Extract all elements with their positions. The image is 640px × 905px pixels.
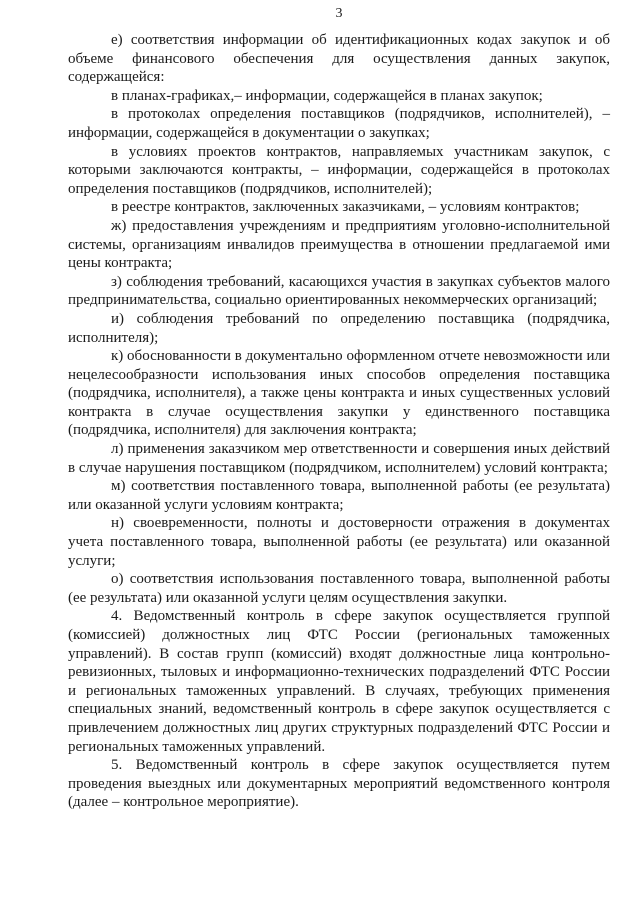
paragraph-i: и) соблюдения требований по определению поставщика (подрядчика, исполнителя); — [68, 310, 610, 346]
page-number: 3 — [335, 6, 343, 21]
paragraph-e: е) соответствия информации об идентификационных кодах закупок и об объеме финансового обеспечения для осуществления данных закупок, содержащейся: — [68, 32, 610, 86]
paragraph-contract-registry: в реестре контрактов, заключенных заказчиками, – условиям контрактов; — [111, 199, 580, 216]
paragraph-m: м) соответствия поставленного товара, выполненной работы (ее результата) или оказанной услуги условиям контракта; — [68, 478, 610, 513]
paragraph-contract-drafts: в условиях проектов контрактов, направляемых участникам закупок, с которыми заключаются контракты, – информации, содержащейся в протоколах определения поставщиков (подрядчиков, исполнителей); — [68, 143, 610, 197]
paragraph-plans-schedules: в планах-графиках,– информации, содержащейся в планах закупок; — [111, 87, 543, 104]
paragraph-k: к) обоснованности в документально оформленном отчете невозможности или нецелесообразности использования иных способов определения поставщика (подрядчика, исполнителя), а также цены контракта и иных существенных условий контракта в случае осуществления закупки у единственного поставщика (подрядчика, исполнителя) для заключения контракта; — [68, 348, 610, 439]
paragraph-section-4: 4. Ведомственный контроль в сфере закупок осуществляется группой (комиссией) должностных лиц ФТС России (региональных таможенных управлений). В состав групп (комиссий) входят должностные лица контрольно-ревизионных, тыловых и информационно-технических подразделений ФТС России и региональных таможенных управлений. В случаях, требующих применения специальных знаний, ведомственный контроль в сфере закупок осуществляется с привлечением должностных лиц других структурных подразделений ФТС России и региональных таможенных управлений. — [68, 608, 610, 755]
paragraph-z: з) соблюдения требований, касающихся участия в закупках субъектов малого предпринимательства, социально ориентированных некоммерческих организаций; — [68, 273, 610, 309]
document-page — [68, 0, 610, 905]
paragraph-protocols: в протоколах определения поставщиков (подрядчиков, исполнителей), – информации, содержащейся в документации о закупках; — [68, 106, 610, 141]
paragraph-zh: ж) предоставления учреждениям и предприятиям уголовно-исполнительной системы, организациям инвалидов преимущества в отношении предлагаемой ими цены контракта; — [68, 217, 610, 272]
paragraph-o: о) соответствия использования поставленного товара, выполненной работы (ее результата) или оказанной услуги целям осуществления закупки. — [68, 571, 610, 606]
paragraph-l: л) применения заказчиком мер ответственности и совершения иных действий в случае нарушения поставщиком (подрядчиком, исполнителем) условий контракта; — [68, 441, 610, 476]
paragraph-n: н) своевременности, полноты и достоверности отражения в документах учета поставленного товара, выполненной работы (ее результата) или оказанной услуги; — [68, 515, 610, 569]
paragraph-section-5: 5. Ведомственный контроль в сфере закупок осуществляется путем проведения выездных или документарных мероприятий ведомственного контроля (далее – контрольное мероприятие). — [68, 757, 610, 811]
document-body — [68, 31, 610, 812]
